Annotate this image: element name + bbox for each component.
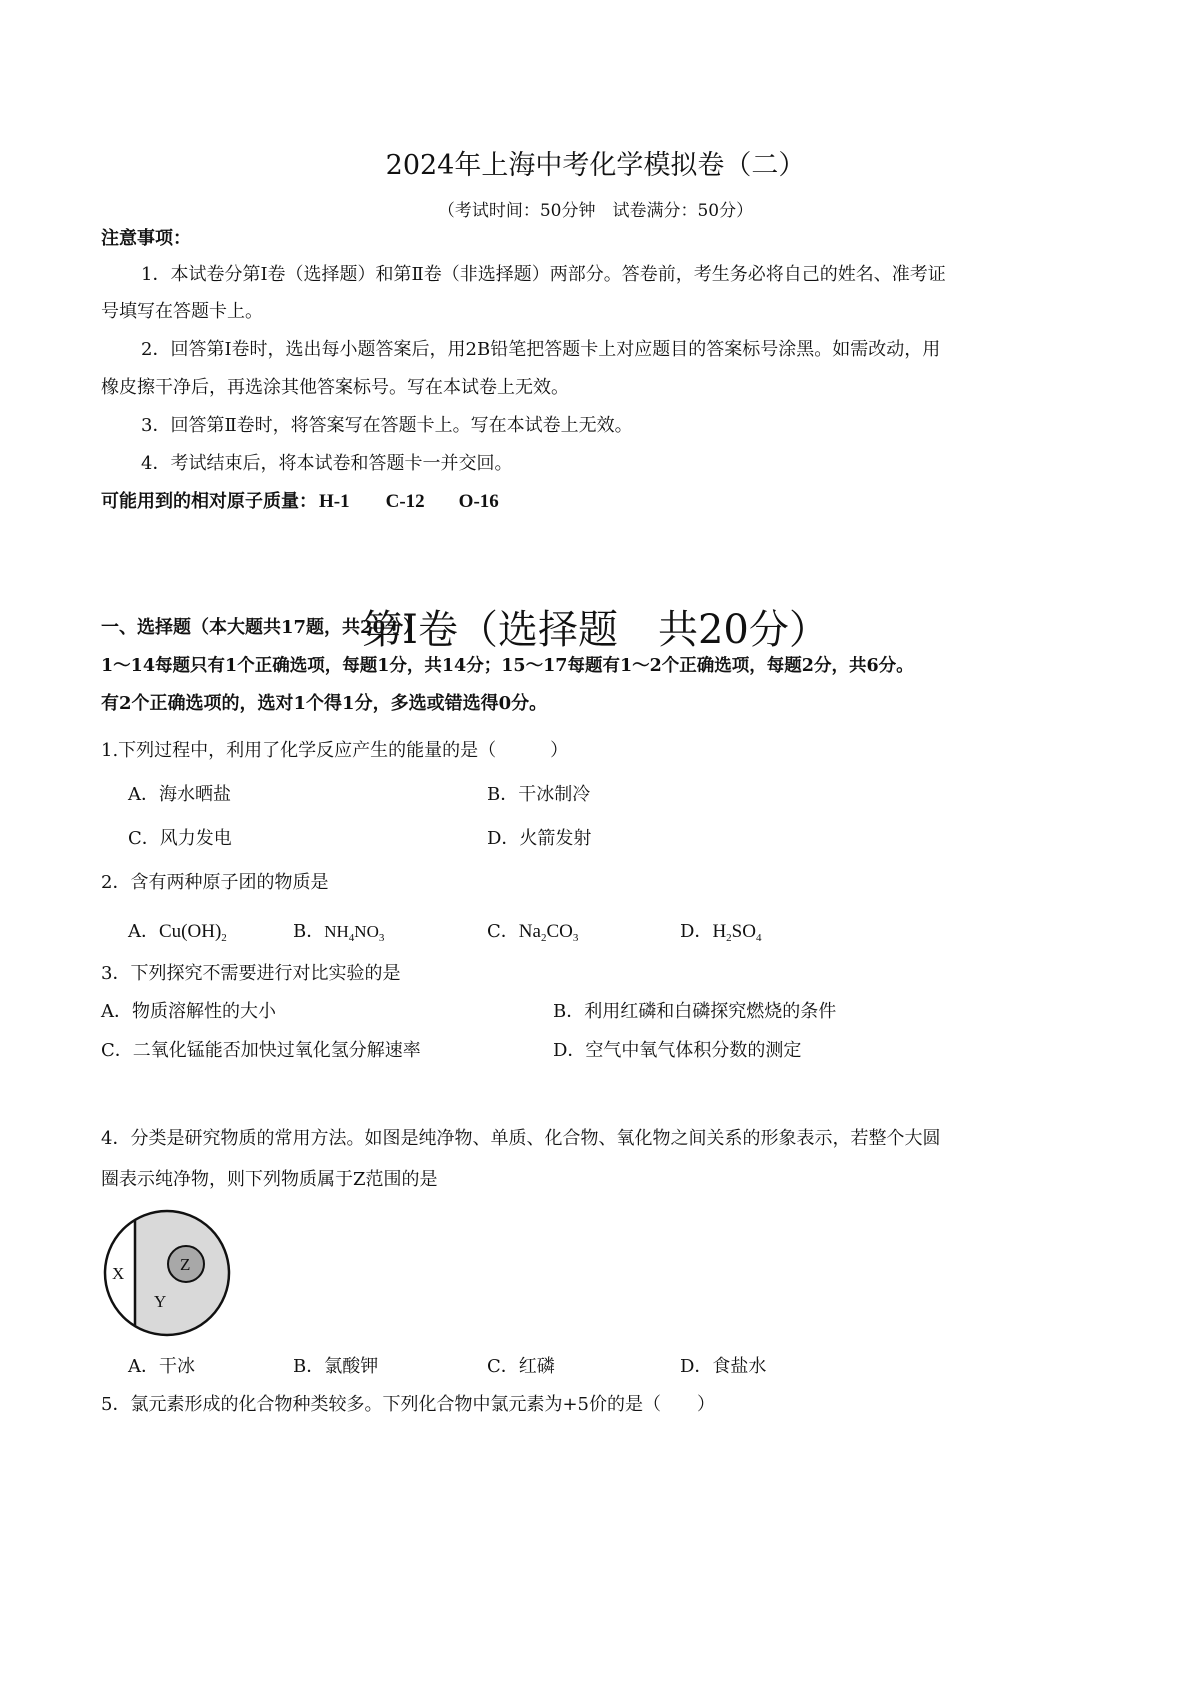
question-4-option-c: C．红磷 <box>487 1356 555 1377</box>
page-title: 2024年上海中考化学模拟卷（二） <box>385 150 806 181</box>
question-2-option-b <box>293 917 384 944</box>
atomic-mass-c: C-12 <box>385 491 425 512</box>
option-label: B． <box>293 921 325 942</box>
option-label: C． <box>487 921 519 942</box>
option-label: D． <box>680 921 713 942</box>
question-1-option-b: B．干冰制冷 <box>487 784 591 805</box>
formula-nh4no3: $NH_4NO_3$ <box>324 922 385 944</box>
notice-item-1: 1．本试卷分第Ⅰ卷（选择题）和第Ⅱ卷（非选择题）两部分。答卷前，考生务必将自己的姓名、准考证 <box>141 264 946 285</box>
question-5-stem: 5．氯元素形成的化合物种类较多。下列化合物中氯元素为+5价的是（ ） <box>101 1394 715 1415</box>
formula-cu-oh-2: $Cu(OH)_2$ <box>159 921 227 944</box>
notice-item-1-cont: 号填写在答题卡上。 <box>101 301 263 322</box>
question-2-option-d <box>680 917 761 944</box>
atomic-masses-line <box>101 487 499 513</box>
question-2-stem: 2．含有两种原子团的物质是 <box>101 872 329 893</box>
notice-item-3: 3．回答第Ⅱ卷时，将答案写在答题卡上。写在本试卷上无效。 <box>141 415 633 436</box>
atomic-masses-label: 可能用到的相对原子质量： <box>101 491 317 512</box>
question-1-stem: 1.下列过程中，利用了化学反应产生的能量的是（ ） <box>101 740 569 761</box>
label-z: Z <box>180 1255 191 1274</box>
notice-item-4: 4．考试结束后，将本试卷和答题卡一并交回。 <box>141 453 513 474</box>
classification-diagram <box>100 1206 236 1342</box>
question-4-option-b: B．氯酸钾 <box>293 1356 379 1377</box>
section-heading: 一、选择题（本大题共17题，共20分） <box>101 617 422 638</box>
question-1-option-a: A．海水晒盐 <box>128 784 231 805</box>
formula-h2so4: $H_2SO_4$ <box>712 921 762 944</box>
section-title: 第Ⅰ卷（选择题 共20分） <box>362 607 829 653</box>
question-4-option-a: A．干冰 <box>128 1356 195 1377</box>
question-3-option-c: C．二氧化锰能否加快过氧化氢分解速率 <box>101 1040 421 1061</box>
question-2-option-a <box>128 917 227 944</box>
question-3-option-d: D．空气中氧气体积分数的测定 <box>553 1040 802 1061</box>
question-4-option-d: D．食盐水 <box>680 1356 767 1377</box>
question-3-option-b: B．利用红磷和白磷探究燃烧的条件 <box>553 1001 837 1022</box>
option-label: A． <box>128 921 159 942</box>
label-y: Y <box>154 1292 167 1311</box>
notice-heading: 注意事项： <box>101 228 191 249</box>
notice-item-2-cont: 橡皮擦干净后，再选涂其他答案标号。写在本试卷上无效。 <box>101 377 569 398</box>
atomic-mass-h: H-1 <box>319 491 350 512</box>
exam-info: （考试时间：50分钟 试卷满分：50分） <box>437 201 754 221</box>
notice-item-2: 2．回答第Ⅰ卷时，选出每小题答案后，用2B铅笔把答题卡上对应题目的答案标号涂黑。如需改动，用 <box>141 339 941 360</box>
question-3-option-a: A．物质溶解性的大小 <box>101 1001 276 1022</box>
question-4-stem-line-1: 4．分类是研究物质的常用方法。如图是纯净物、单质、化合物、氧化物之间关系的形象表示，若整个大圆 <box>101 1128 941 1149</box>
question-1-option-d: D．火箭发射 <box>487 828 592 849</box>
question-4-stem-line-2: 圈表示纯净物，则下列物质属于Z范围的是 <box>101 1169 438 1190</box>
question-2-option-c <box>487 917 578 944</box>
question-3-stem: 3．下列探究不需要进行对比实验的是 <box>101 963 401 984</box>
formula-na2co3: $Na_2CO_3$ <box>518 921 579 944</box>
section-rule-1: 1～14每题只有1个正确选项，每题1分，共14分；15～17每题有1～2个正确选项，每题2分，共6分。 <box>101 656 914 676</box>
atomic-mass-o: O-16 <box>458 491 499 512</box>
label-x: X <box>112 1264 125 1283</box>
section-rule-2: 有2个正确选项的，选对1个得1分，多选或错选得0分。 <box>101 693 548 714</box>
question-1-option-c: C．风力发电 <box>128 828 232 849</box>
